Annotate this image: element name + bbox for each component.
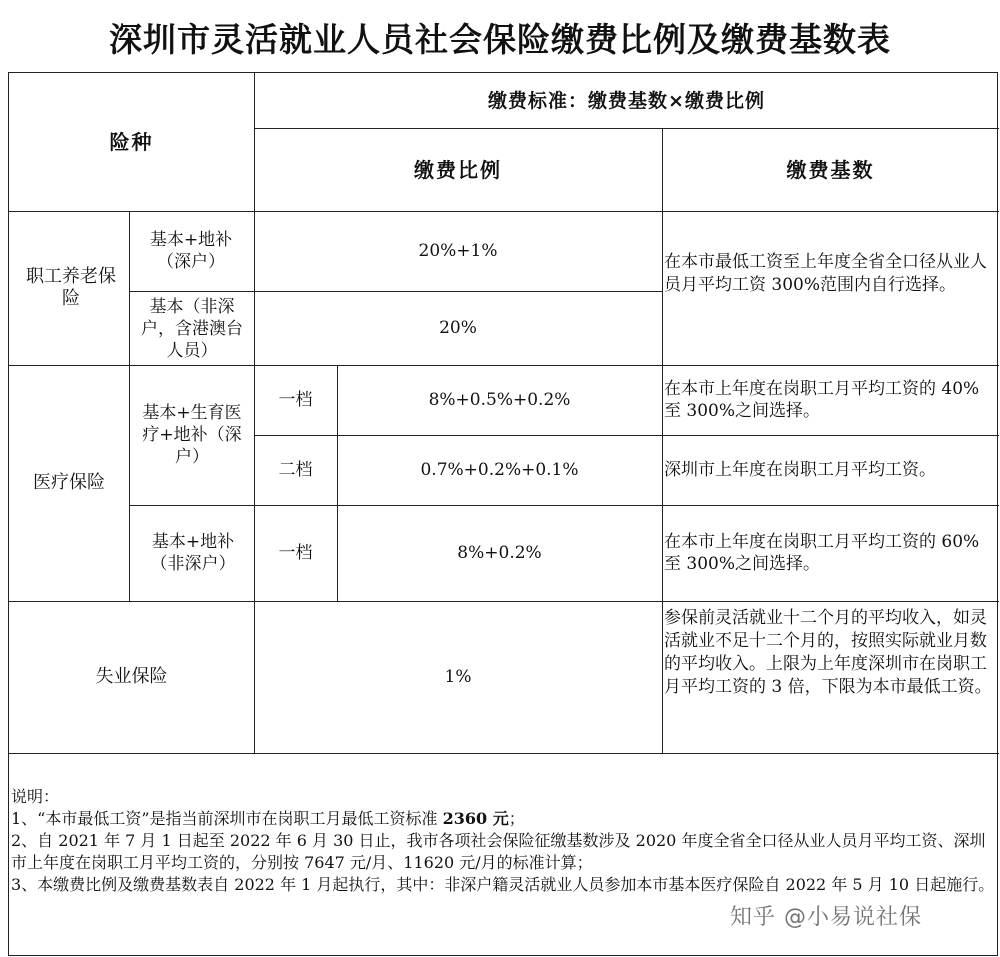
unemployment-ratio: 1%	[444, 667, 472, 687]
medical-ratio-2: 0.7%+0.2%+0.1%	[420, 460, 579, 480]
note-1-text: 1、“本市最低工资”是指当前深圳市在岗职工月最低工资标准	[11, 809, 443, 828]
medical-base-1: 在本市上年度在岗职工月平均工资的 40%至 300%之间选择。	[664, 379, 980, 421]
notes-section	[11, 786, 996, 896]
medical-type-local: 基本+生育医疗+地补（深户）	[142, 403, 242, 467]
note-1-suffix: ；	[508, 809, 525, 828]
medical-name: 医疗保险	[33, 472, 105, 493]
medical-base-3: 在本市上年度在岗职工月平均工资的 60%至 300%之间选择。	[664, 532, 980, 574]
note-2: 2、自 2021 年 7 月 1 日起至 2022 年 6 月 30 日止，我市各项社会保险征缴基数涉及 2020 年度全省全口径从业人员月平均工资、深圳市上年度在岗职工月平均工资的，分别按 7647 元/月、11620 元/月的标准计算；	[11, 831, 986, 872]
header-ratio: 缴费比例	[414, 157, 502, 182]
note-1-value: 2360 元	[442, 809, 509, 828]
unemployment-name: 失业保险	[95, 666, 168, 687]
pension-ratio-nonlocal: 20%	[439, 318, 477, 338]
pension-ratio-local: 20%+1%	[418, 241, 498, 261]
page-title: 深圳市灵活就业人员社会保险缴费比例及缴费基数表	[109, 20, 891, 59]
medical-tier-1: 一档	[278, 390, 313, 410]
header-insurance-type: 险种	[109, 130, 154, 154]
notes-heading: 说明：	[11, 787, 60, 806]
header-base: 缴费基数	[786, 157, 875, 182]
header-standard: 缴费标准：缴费基数×缴费比例	[488, 89, 765, 112]
pension-name: 职工养老保险	[26, 266, 116, 309]
pension-type-nonlocal: 基本（非深户，含港澳台人员）	[141, 297, 243, 361]
medical-ratio-1: 8%+0.5%+0.2%	[428, 390, 571, 410]
pension-type-local: 基本+地补（深户）	[149, 230, 233, 272]
note-3: 3、本缴费比例及缴费基数表自 2022 年 1 月起执行，其中：非深户籍灵活就业人员参加本市基本医疗保险自 2022 年 5 月 10 日起施行。	[11, 875, 995, 894]
medical-tier-3: 一档	[278, 543, 313, 563]
pension-base: 在本市最低工资至上年度全省全口径从业人员月平均工资 300%范围内自行选择。	[664, 252, 987, 295]
medical-ratio-3: 8%+0.2%	[457, 543, 542, 563]
medical-type-nonlocal: 基本+地补（非深户）	[150, 532, 236, 574]
medical-base-2: 深圳市上年度在岗职工月平均工资。	[664, 460, 936, 480]
watermark: 知乎 @小易说社保	[730, 905, 922, 930]
note-1	[11, 808, 996, 830]
medical-tier-2: 二档	[278, 460, 313, 480]
unemployment-base: 参保前灵活就业十二个月的平均收入，如灵活就业不足十二个月的，按照实际就业月数的平均收入。上限为上年度深圳市在岗职工月平均工资的 3 倍，下限为本市最低工资。	[664, 608, 992, 697]
